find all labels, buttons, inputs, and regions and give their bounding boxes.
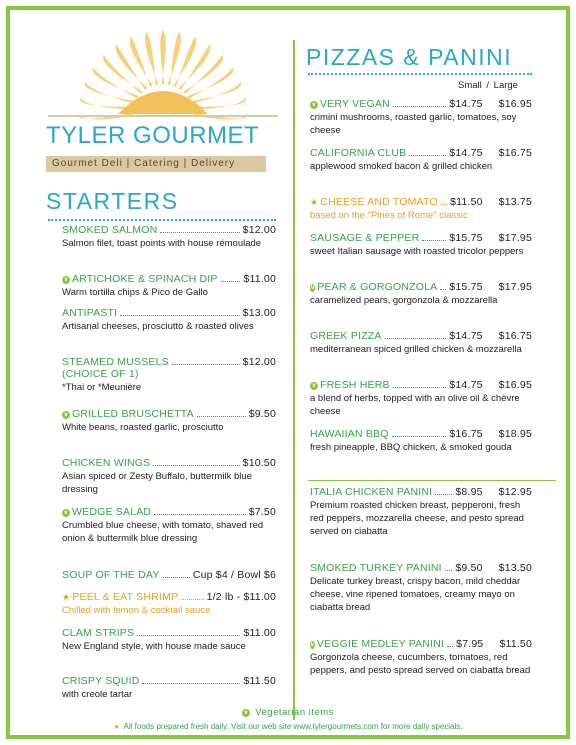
menu-item-desc: caramelized pears, gorgonzola & mozzarella xyxy=(310,295,498,306)
menu-item-name: PEAR & GORGONZOLA xyxy=(317,281,438,293)
menu-item xyxy=(310,428,532,454)
menu-page xyxy=(6,6,570,739)
v-leaf-icon: v xyxy=(310,382,318,390)
brand-tagline: Gourmet Deli | Catering | Delivery xyxy=(46,156,266,172)
v-leaf-icon: v xyxy=(310,101,318,109)
menu-item-desc: based on the "Pines of Rome" classic xyxy=(310,210,468,221)
menu-item-name: SAUSAGE & PEPPER xyxy=(310,232,420,244)
price-large: $11.50 xyxy=(499,638,532,650)
menu-item xyxy=(310,98,532,137)
column-divider xyxy=(293,40,295,720)
menu-item-name: ANTIPASTI xyxy=(62,307,118,319)
dot-leader xyxy=(385,338,447,339)
dot-leader xyxy=(160,232,239,233)
menu-item-name: ITALIA CHICKEN PANINI xyxy=(310,486,433,498)
price-large: $13.75 xyxy=(498,196,532,208)
menu-item-name: GRILLED BRUSCHETTA xyxy=(72,408,194,420)
price-large: $16.75 xyxy=(498,330,532,342)
price-large: $18.95 xyxy=(498,428,532,440)
menu-item-name-line xyxy=(310,147,532,159)
menu-item-name-line xyxy=(310,428,532,440)
menu-item-name-line xyxy=(310,196,532,208)
menu-item-desc: Premium roasted chicken breast, pepperoni, fresh red peppers, mozzarella cheese, and pesto spread served on ciabatta xyxy=(310,500,524,537)
price-small: $14.75 xyxy=(449,379,483,391)
menu-item xyxy=(62,591,276,617)
menu-item-price: Cup $4 / Bowl $6 xyxy=(192,569,276,581)
menu-item xyxy=(62,675,276,701)
menu-item-price: $11.50 xyxy=(243,675,276,687)
menu-item-price: $9.50 xyxy=(248,408,276,420)
menu-item-price: $12.00 xyxy=(242,224,276,236)
veg-legend-text: Vegetarian items xyxy=(255,707,334,718)
menu-item-name: CALIFORNIA CLUB xyxy=(310,147,407,159)
price-small: $11.50 xyxy=(450,196,483,208)
panini-divider xyxy=(308,480,556,481)
dot-leader xyxy=(153,465,239,466)
menu-item-name: PEEL & EAT SHRIMP xyxy=(72,591,179,603)
menu-item xyxy=(310,638,532,677)
price-large: $13.50 xyxy=(498,562,532,574)
v-leaf-icon: v xyxy=(62,411,70,419)
menu-item-name-line xyxy=(310,98,532,110)
dot-leader xyxy=(392,436,447,437)
dot-leader xyxy=(181,599,203,600)
price-small: $14.75 xyxy=(449,98,483,110)
menu-item-name-line xyxy=(62,457,276,469)
menu-item-name-line xyxy=(62,224,276,236)
menu-item-name-line xyxy=(310,379,532,391)
star-icon: ★ xyxy=(310,197,319,207)
price-large: $16.95 xyxy=(498,98,532,110)
menu-item-desc: White beans, roasted garlic, prosciutto xyxy=(62,422,224,433)
dot-leader xyxy=(154,514,246,515)
dot-leader xyxy=(445,570,453,571)
v-leaf-icon: v xyxy=(310,285,315,291)
price-large: $17.95 xyxy=(498,232,532,244)
price-large: $16.75 xyxy=(498,147,532,159)
v-leaf-icon: v xyxy=(310,642,315,648)
menu-item-desc: Salmon filet, toast points with house rémoulade xyxy=(62,238,262,249)
menu-item-desc: applewood smoked bacon & grilled chicken xyxy=(310,161,493,172)
menu-item-price: $11.00 xyxy=(243,627,276,639)
menu-item-name: GREEK PIZZA xyxy=(310,330,382,342)
dot-leader xyxy=(393,387,447,388)
price-small: $16.75 xyxy=(449,428,483,440)
star-icon: ★ xyxy=(62,592,71,602)
menu-item xyxy=(310,232,532,258)
menu-item-desc: Warm tortilla chips & Pico de Gallo xyxy=(62,287,208,298)
menu-item-name-line xyxy=(62,307,276,319)
menu-item-name: CLAM STRIPS xyxy=(62,627,135,639)
dot-leader xyxy=(163,577,190,578)
menu-item xyxy=(62,307,276,333)
size-header: Small / Large xyxy=(458,80,518,91)
dot-leader xyxy=(422,240,446,241)
menu-item-name: HAWAIIAN BBQ xyxy=(310,428,389,440)
menu-item-name-line xyxy=(62,627,276,639)
menu-item-desc: sweet Italian sausage with roasted tricolor peppers xyxy=(310,246,524,257)
menu-item-desc: a blend of herbs, topped with an olive oil & chèvre cheese xyxy=(310,393,520,417)
menu-item-name: WEDGE SALAD xyxy=(72,506,152,518)
dot-leader xyxy=(120,315,239,316)
v-leaf-icon: v xyxy=(62,276,70,284)
veg-legend xyxy=(10,707,566,718)
menu-item-desc: Crumbled blue cheese, with tomato, shaved red onion & buttermilk blue dressing xyxy=(62,520,264,544)
menu-item-name-line xyxy=(62,273,276,285)
price-small: $8.95 xyxy=(455,486,483,498)
menu-item xyxy=(310,196,532,222)
menu-item xyxy=(62,408,276,434)
dot-leader xyxy=(441,204,447,205)
dot-leader xyxy=(447,646,453,647)
menu-item-name: SMOKED SALMON xyxy=(62,224,158,236)
menu-item-name-line xyxy=(62,569,276,581)
menu-item-desc: Delicate turkey breast, crispy bacon, mild cheddar cheese, vine ripened tomatoes, creamy mayo on ciabatta bread xyxy=(310,576,521,613)
menu-item-price: 1/2 lb - $11.00 xyxy=(206,591,276,603)
menu-item-name: FRESH HERB xyxy=(320,379,390,391)
menu-item-name: SMOKED TURKEY PANINI xyxy=(310,562,442,574)
menu-item xyxy=(62,457,276,496)
v-leaf-icon: v xyxy=(62,509,70,517)
menu-item xyxy=(62,273,276,299)
menu-item-name-line xyxy=(310,486,532,498)
sunburst-logo-icon xyxy=(48,28,278,120)
menu-item-desc: Gorgonzola cheese, cucumbers, tomatoes, red peppers, and pesto spread served on ciabatta bread xyxy=(310,652,531,676)
menu-item-name: CRISPY SQUID xyxy=(62,675,140,687)
menu-item-name-line xyxy=(62,408,276,420)
menu-item-name-line xyxy=(62,506,276,518)
menu-item-price: $13.00 xyxy=(242,307,276,319)
menu-item-desc: Chilled with lemon & cocktail sauce xyxy=(62,605,211,616)
menu-item-name: VEGGIE MEDLEY PANINI xyxy=(316,638,445,650)
menu-item-name-line xyxy=(310,638,532,650)
price-large: $16.95 xyxy=(498,379,532,391)
pizzas-rule xyxy=(308,73,532,75)
menu-item-name-line xyxy=(310,330,532,342)
menu-item-name: VERY VEGAN xyxy=(320,98,390,110)
menu-item xyxy=(310,330,532,356)
starters-title: STARTERS xyxy=(46,188,179,214)
menu-item-name-line xyxy=(62,591,276,603)
menu-item-desc: fresh pineapple, BBQ chicken, & smoked gouda xyxy=(310,442,512,453)
footer-note-text: All foods prepared fresh daily. Visit our web site www.tylergourmets.com for more daily specials. xyxy=(123,722,463,731)
dot-leader xyxy=(409,155,446,156)
menu-item-price: $10.50 xyxy=(242,457,276,469)
menu-item xyxy=(62,224,276,250)
dot-leader xyxy=(172,364,240,365)
star-icon: ★ xyxy=(113,724,120,731)
dot-leader xyxy=(221,281,241,282)
price-large: $12.95 xyxy=(498,486,532,498)
price-small: $14.75 xyxy=(449,330,483,342)
price-small: $7.95 xyxy=(456,638,484,650)
menu-item-desc: *Thai or *Meunière xyxy=(62,382,142,393)
menu-item-desc: New England style, with house made sauce xyxy=(62,641,246,652)
footer-note xyxy=(10,722,566,731)
menu-item xyxy=(310,379,532,418)
menu-item-desc: mediterranean spiced grilled chicken & mozzarella xyxy=(310,344,522,355)
price-small: $14.75 xyxy=(449,147,483,159)
menu-item-desc: Asian spiced or Zesty Buffalo, buttermilk blue dressing xyxy=(62,471,252,495)
dot-leader xyxy=(142,683,240,684)
menu-item-desc: with creole tartar xyxy=(62,689,133,700)
menu-item-price: $11.00 xyxy=(243,273,276,285)
brand-name: TYLER GOURMET xyxy=(46,122,260,149)
menu-item-name-line xyxy=(62,675,276,687)
menu-item xyxy=(62,356,276,394)
dot-leader xyxy=(435,494,452,495)
menu-item-name: ARTICHOKE & SPINACH DIP xyxy=(72,273,218,285)
v-leaf-icon: v xyxy=(242,709,250,717)
menu-item xyxy=(310,281,532,307)
pizzas-title: PIZZAS & PANINI xyxy=(306,44,513,70)
menu-item-desc: crimini mushrooms, roasted garlic, tomatoes, soy cheese xyxy=(310,112,517,136)
menu-item-name-line xyxy=(310,281,532,293)
menu-item xyxy=(310,562,532,614)
dot-leader xyxy=(137,635,240,636)
menu-item-price: $12.00 xyxy=(242,356,276,368)
menu-item xyxy=(62,627,276,653)
menu-item-name: CHICKEN WINGS xyxy=(62,457,151,469)
menu-item-name: STEAMED MUSSELS xyxy=(62,356,169,368)
dot-leader xyxy=(440,289,446,290)
dot-leader xyxy=(393,106,446,107)
menu-item-desc: Artisanal cheeses, prosciutto & roasted olives xyxy=(62,321,254,332)
price-small: $15.75 xyxy=(449,232,483,244)
price-large: $17.95 xyxy=(498,281,532,293)
menu-item-name-line xyxy=(62,356,276,368)
price-small: $9.50 xyxy=(455,562,483,574)
dot-leader xyxy=(197,416,246,417)
price-small: $15.75 xyxy=(449,281,483,293)
menu-item xyxy=(310,486,532,538)
menu-item xyxy=(62,506,276,545)
menu-item-name-line xyxy=(310,232,532,244)
starters-rule xyxy=(48,219,276,221)
menu-item-name-cont: (CHOICE OF 1) xyxy=(62,368,139,380)
menu-item xyxy=(62,569,276,581)
menu-item xyxy=(310,147,532,173)
menu-item-name: SOUP OF THE DAY xyxy=(62,569,160,581)
menu-item-name-line xyxy=(310,562,532,574)
menu-item-price: $7.50 xyxy=(248,506,276,518)
menu-item-name: CHEESE AND TOMATO xyxy=(320,196,438,208)
